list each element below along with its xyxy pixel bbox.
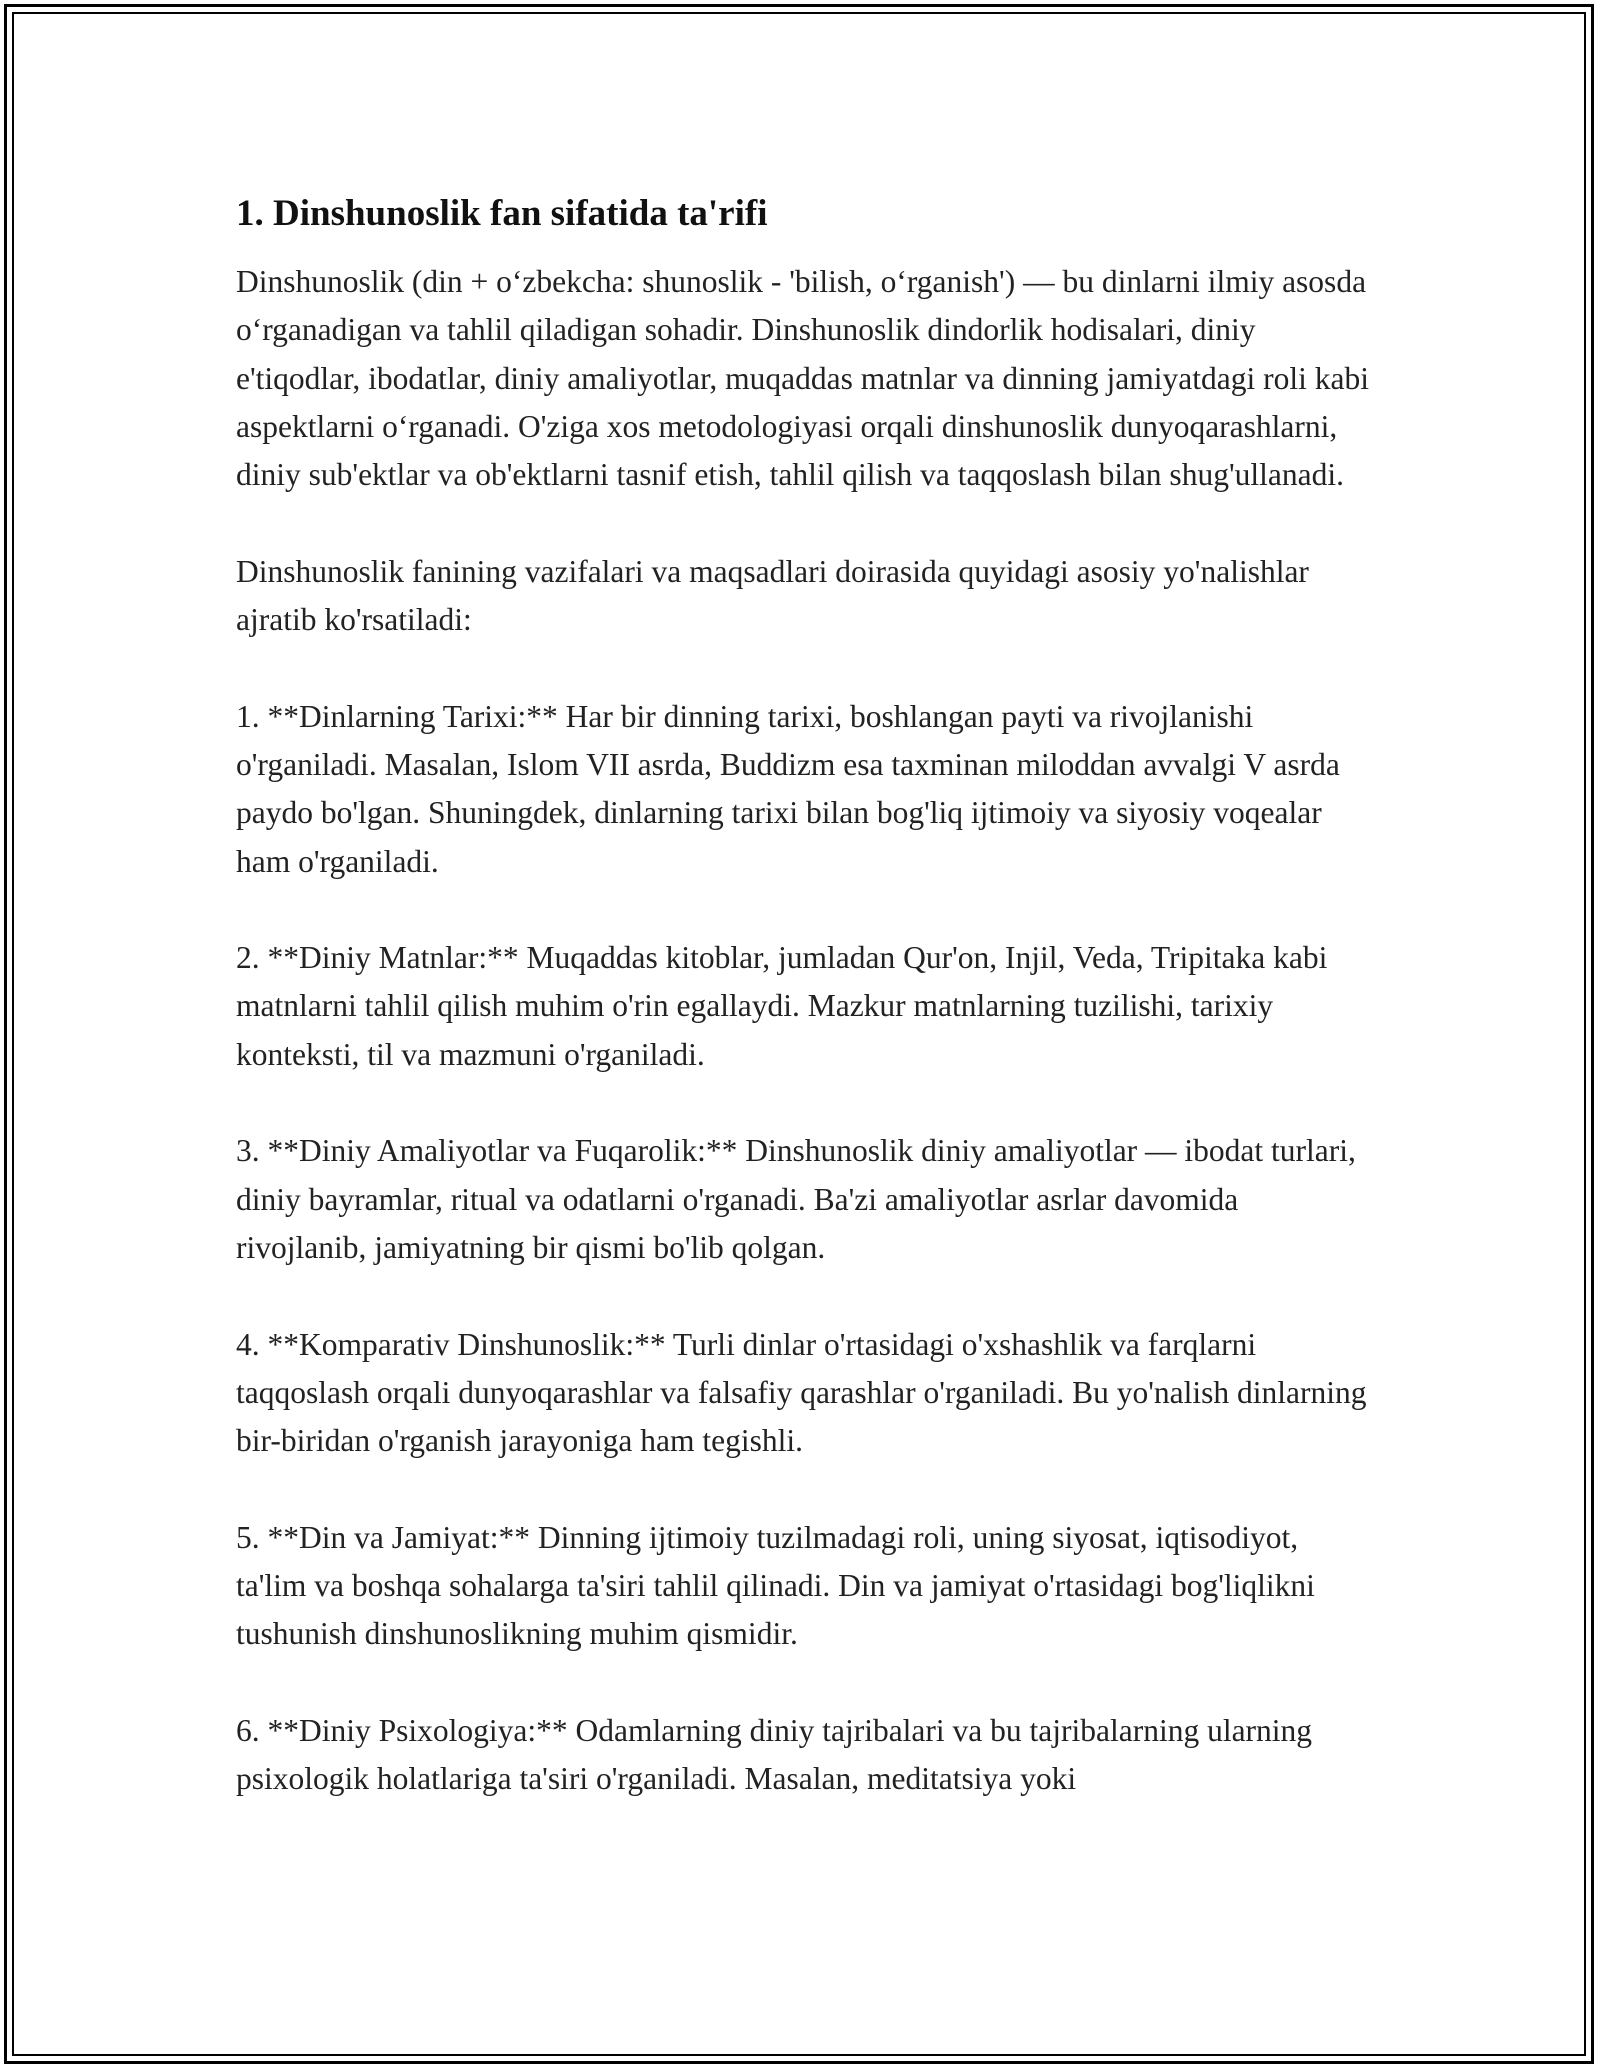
document-title: 1. Dinshunoslik fan sifatida ta'rifi <box>236 193 768 234</box>
list-item-comparative: 4. **Komparativ Dinshunoslik:** Turli dinlar o'rtasidagi o'xshashlik va farqlarni taqqoslash orqali dunyoqarashlar va falsafiy qarashlar o'rganiladi. Bu yo'nalish dinlarning bir-biridan o'rganish jarayoniga ham tegishli. <box>236 1326 1367 1459</box>
list-item-texts: 2. **Diniy Matnlar:** Muqaddas kitoblar, jumladan Qur'on, Injil, Veda, Tripitaka kabi matnlarni tahlil qilish muhim o'rin egallaydi. Mazkur matnlarning tuzilishi, tarixiy konteksti, til va mazmuni o'rganiladi. <box>236 940 1328 1072</box>
list-item-society: 5. **Din va Jamiyat:** Dinning ijtimoiy tuzilmadagi roli, uning siyosat, iqtisodiyot, ta'lim va boshqa sohalarga ta'siri tahlil qilinadi. Din va jamiyat o'rtasidagi bog'liqlikni tushunish dinshunoslikning muhim qismidir. <box>236 1519 1315 1652</box>
paragraph-intro: Dinshunoslik (din + o‘zbekcha: shunoslik - 'bilish, o‘rganish') — bu dinlarni ilmiy asosda o‘rganadigan va tahlil qiladigan sohadir. Dinshunoslik dindorlik hodisalari, diniy e'tiqodlar, ibodatlar, diniy amaliyotlar, muqaddas matnlar va dinning jamiyatdagi roli kabi aspektlarni o‘rganadi. O'ziga xos metodologiyasi orqali dinshunoslik dunyoqarashlarni, diniy sub'ektlar va ob'ektlarni tasnif etish, tahlil qilish va taqqoslash bilan shug'ullanadi. <box>236 264 1369 493</box>
list-item-psychology: 6. **Diniy Psixologiya:** Odamlarning diniy tajribalari va bu tajribalarning ularning psixologik holatlariga ta'siri o'rganiladi. Masalan, meditatsiya yoki <box>236 1712 1313 1797</box>
list-item-history: 1. **Dinlarning Tarixi:** Har bir dinning tarixi, boshlangan payti va rivojlanishi o'rganiladi. Masalan, Islom VII asrda, Buddizm esa taxminan miloddan avvalgi V asrda paydo bo'lgan. Shuningdek, dinlarning tarixi bilan bog'liq ijtimoiy va siyosiy voqealar ham o'rganiladi. <box>236 698 1340 879</box>
list-item-practices: 3. **Diniy Amaliyotlar va Fuqarolik:** Dinshunoslik diniy amaliyotlar — ibodat turlari, diniy bayramlar, ritual va odatlarni o'rganadi. Ba'zi amaliyotlar asrlar davomida rivojlanib, jamiyatning bir qismi bo'lib qolgan. <box>236 1133 1356 1265</box>
paragraph-directions: Dinshunoslik fanining vazifalari va maqsadlari doirasida quyidagi asosiy yo'nalishlar ajratib ko'rsatiladi: <box>236 553 1309 638</box>
document-body <box>236 186 1376 1852</box>
